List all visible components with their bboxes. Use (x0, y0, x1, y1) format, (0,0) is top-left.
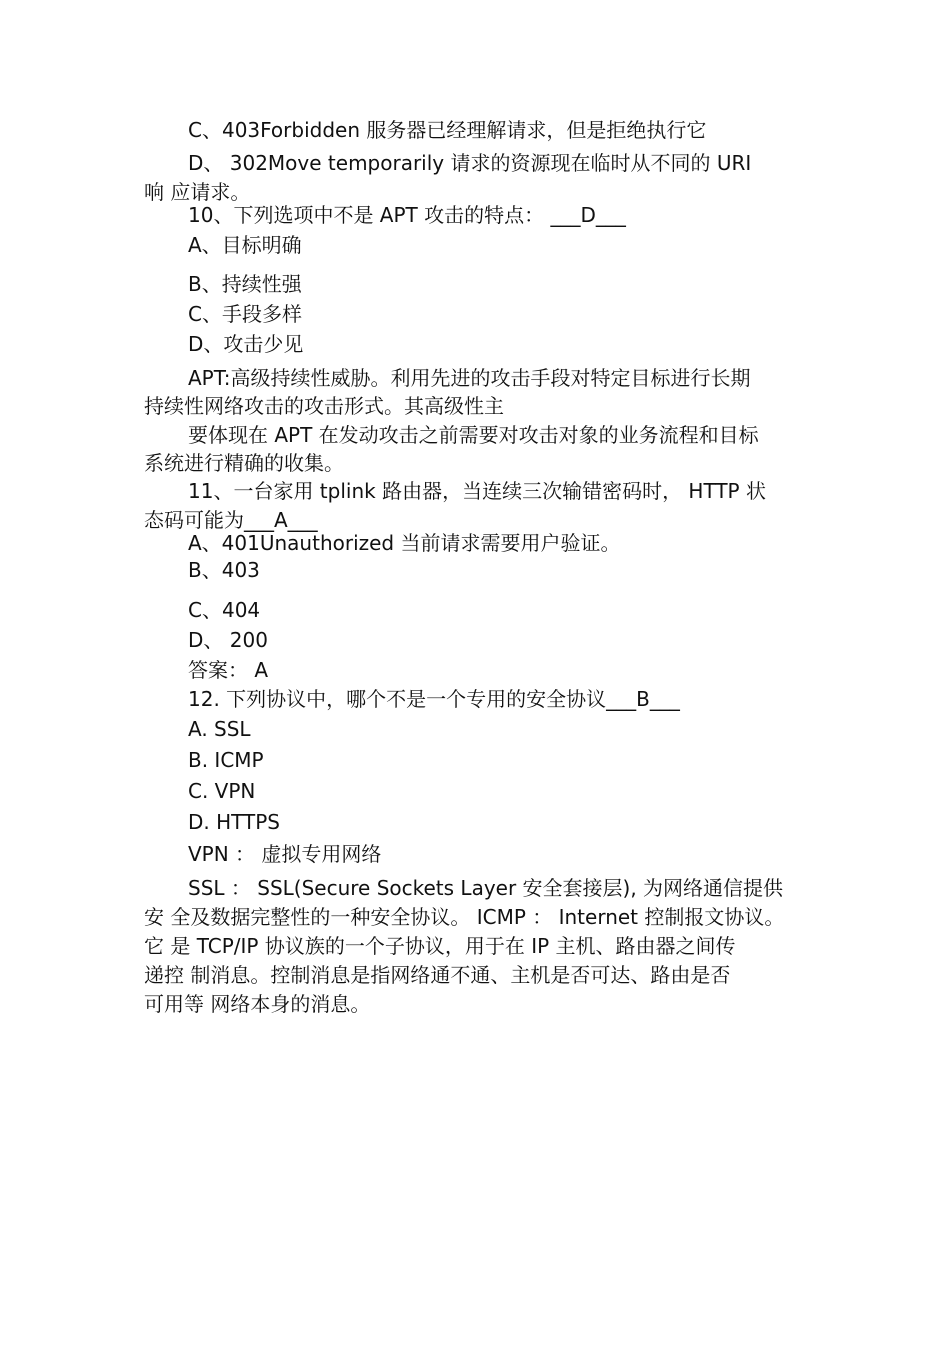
text-line: A、401Unauthorized 当前请求需要用户验证。 (188, 531, 621, 555)
text-line: D、 200 (188, 628, 268, 652)
text-line: D、 302Move temporarily 请求的资源现在临时从不同的 URI (188, 151, 752, 175)
text-line: D. HTTPS (188, 810, 280, 834)
text-line: 它 是 TCP/IP 协议族的一个子协议，用于在 IP 主机、路由器之间传 (144, 934, 736, 958)
text-line: APT:高级持续性威胁。利用先进的攻击手段对特定目标进行长期 (188, 366, 751, 390)
text-line: C. VPN (188, 779, 256, 803)
text-line: 系统进行精确的收集。 (144, 451, 344, 475)
text-line: 态码可能为___A___ (144, 508, 318, 532)
text-line: 11、一台家用 tplink 路由器，当连续三次输错密码时， HTTP 状 (188, 479, 766, 503)
text-line: 可用等 网络本身的消息。 (144, 992, 371, 1016)
text-line: B. ICMP (188, 748, 264, 772)
text-line: 持续性网络攻击的攻击形式。其高级性主 (144, 394, 504, 418)
text-line: 答案： A (188, 658, 269, 682)
text-line: 安 全及数据完整性的一种安全协议。 ICMP ： Internet 控制报文协议。 (144, 905, 785, 929)
text-line: 10、下列选项中不是 APT 攻击的特点： ___D___ (188, 203, 626, 227)
text-line: SSL ： SSL(Secure Sockets Layer 安全套接层), 为网络通信提供 (188, 876, 784, 900)
text-line: C、403Forbidden 服务器已经理解请求，但是拒绝执行它 (188, 118, 707, 142)
text-line: C、404 (188, 598, 261, 622)
text-line: A. SSL (188, 717, 251, 741)
text-line: A、目标明确 (188, 233, 302, 257)
text-line: 12. 下列协议中，哪个不是一个专用的安全协议___B___ (188, 687, 680, 711)
text-line: B、403 (188, 558, 260, 582)
text-line: 要体现在 APT 在发动攻击之前需要对攻击对象的业务流程和目标 (188, 423, 759, 447)
text-line: 递控 制消息。控制消息是指网络通不通、主机是否可达、路由是否 (144, 963, 731, 987)
text-line: C、手段多样 (188, 302, 302, 326)
text-line: VPN ： 虚拟专用网络 (188, 842, 382, 866)
text-line: B、持续性强 (188, 272, 302, 296)
text-line: 响 应请求。 (144, 180, 251, 204)
text-line: D、攻击少见 (188, 332, 304, 356)
